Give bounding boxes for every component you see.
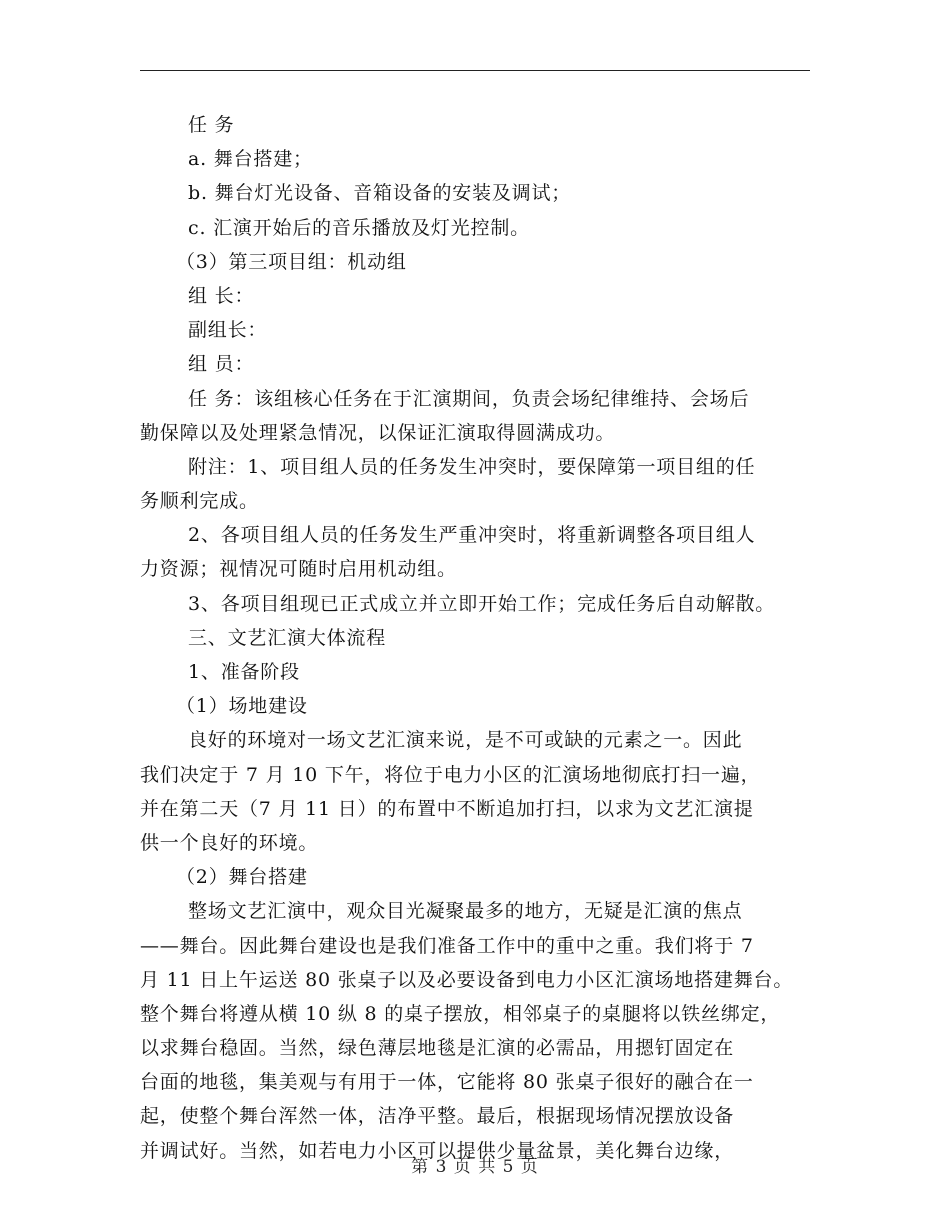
text-line: 以求舞台稳固。当然，绿色薄层地毯是汇演的必需品，用摁钉固定在	[140, 1037, 735, 1060]
text-line: 组 长：	[188, 284, 255, 307]
text-line: 台面的地毯，集美观与有用于一体，它能将 80 张桌子很好的融合在一	[140, 1071, 754, 1094]
page-footer: 第 3 页 共 5 页	[411, 1157, 539, 1177]
text-line: 三、文艺汇演大体流程	[188, 626, 387, 649]
header-rule	[140, 70, 810, 71]
text-line: 我们决定于 7 月 10 下午，将位于电力小区的汇演场地彻底打扫一遍，	[140, 763, 761, 786]
text-line: （1）场地建设	[176, 695, 308, 718]
text-line: 力资源；视情况可随时启用机动组。	[140, 558, 457, 581]
text-line: 月 11 日上午运送 80 张桌子以及必要设备到电力小区汇演场地搭建舞台。	[140, 968, 794, 991]
text-line: （2）舞台搭建	[176, 866, 308, 889]
text-line: c. 汇演开始后的音乐播放及灯光控制。	[188, 216, 530, 239]
text-line: 务顺利完成。	[140, 490, 259, 513]
text-line: 并在第二天（7 月 11 日）的布置中不断追加打扫，以求为文艺汇演提	[140, 797, 754, 820]
text-line: 副组长：	[188, 319, 268, 342]
text-line: 并调试好。当然，如若电力小区可以提供少量盆景，美化舞台边缘，	[140, 1139, 735, 1162]
text-line: （3）第三项目组：机动组	[176, 250, 407, 273]
text-line: 勤保障以及处理紧急情况，以保证汇演取得圆满成功。	[140, 421, 616, 444]
text-line: a. 舞台搭建；	[188, 148, 313, 171]
text-line: 起，使整个舞台浑然一体，洁净平整。最后，根据现场情况摆放设备	[140, 1105, 735, 1128]
text-line: 附注：1、项目组人员的任务发生冲突时，要保障第一项目组的任	[188, 455, 756, 478]
text-line: b. 舞台灯光设备、音箱设备的安装及调试；	[188, 182, 572, 205]
text-line: 3、各项目组现已正式成立并立即开始工作；完成任务后自动解散。	[188, 592, 776, 615]
text-line: 供一个良好的环境。	[140, 831, 319, 854]
text-line: 组 员：	[188, 353, 255, 376]
document-body	[140, 108, 830, 1168]
text-line: 2、各项目组人员的任务发生严重冲突时，将重新调整各项目组人	[188, 524, 756, 547]
text-line: 任 务	[188, 114, 235, 136]
text-line: 任 务：该组核心任务在于汇演期间，负责会场纪律维持、会场后	[188, 387, 750, 410]
text-line: 整场文艺汇演中，观众目光凝聚最多的地方，无疑是汇演的焦点	[188, 900, 743, 923]
text-line: 良好的环境对一场文艺汇演来说，是不可或缺的元素之一。因此	[188, 729, 743, 752]
text-line: 1、准备阶段	[188, 661, 300, 683]
text-line: 整个舞台将遵从横 10 纵 8 的桌子摆放，相邻桌子的桌腿将以铁丝绑定，	[140, 1002, 781, 1025]
text-line: ——舞台。因此舞台建设也是我们准备工作中的重中之重。我们将于 7	[140, 934, 754, 957]
